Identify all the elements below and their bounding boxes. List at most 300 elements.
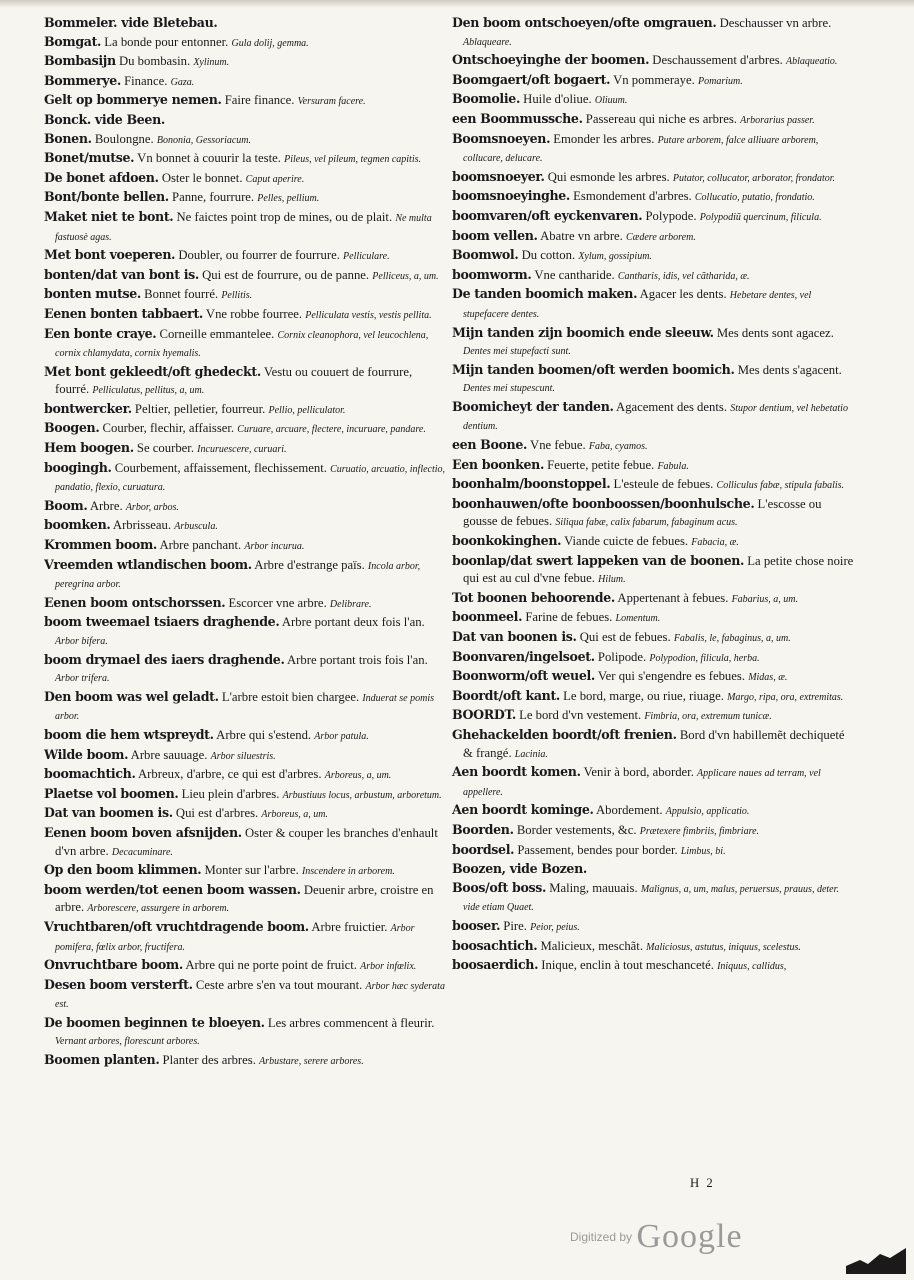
french-translation: Escorcer vne arbre. [228, 595, 327, 610]
dictionary-entry [452, 227, 854, 247]
dictionary-entry [44, 419, 446, 439]
headword: Tot boonen behoorende. [452, 589, 615, 605]
dictionary-entry [44, 169, 446, 189]
headword: Boordt/oft kant. [452, 687, 560, 703]
headword: Op den boom klimmen. [44, 862, 202, 878]
french-translation: Courbement, affaissement, flechissement. [114, 460, 327, 475]
french-translation: Emonder les arbres. [553, 131, 655, 146]
latin-equivalent: Xylinum. [193, 57, 230, 69]
dictionary-entry [452, 667, 854, 687]
dictionary-entry [44, 918, 446, 956]
headword: boom werden/tot eenen boom wassen. [44, 881, 301, 897]
latin-equivalent: Pellitis. [221, 290, 253, 302]
french-translation: La bonde pour entonner. [104, 34, 229, 49]
headword: De boomen beginnen te bloeyen. [44, 1014, 265, 1030]
french-translation: Arbrisseau. [112, 518, 172, 533]
headword: Desen boom versterft. [44, 976, 193, 992]
right-column [452, 14, 854, 976]
dictionary-entry [452, 51, 854, 71]
dictionary-entry [452, 860, 854, 879]
latin-equivalent: Putare arborem, falce alliuare arborem, collucare, delucare. [463, 134, 819, 165]
dictionary-entry [452, 324, 854, 361]
french-translation: Lieu plein d'arbres. [181, 786, 280, 801]
dictionary-entry [44, 1014, 446, 1051]
dictionary-entry [44, 111, 446, 130]
latin-equivalent: Bononia, Gessoriacum. [156, 134, 252, 146]
dictionary-entry [452, 110, 854, 130]
french-translation: Arbre panchant. [159, 538, 242, 553]
left-column [44, 14, 446, 1071]
latin-equivalent: Pelliculare. [343, 251, 390, 263]
dictionary-entry [44, 651, 446, 688]
dictionary-entry [44, 14, 446, 33]
latin-equivalent: Curuatio, arcuatio, inflectio, pandatio, flexio, curuatura. [55, 463, 446, 494]
french-translation: Arbre portant trois fois l'an. [286, 652, 428, 667]
headword: bonten/dat van bont is. [44, 266, 199, 282]
latin-equivalent: Lomentum. [615, 613, 661, 625]
latin-equivalent: Margo, ripa, ora, extremitas. [727, 691, 844, 703]
dictionary-entry [44, 130, 446, 150]
headword: bontwercker. [44, 400, 132, 416]
french-translation: Bord d'vn habillemẽt dechiqueté & frangé. [463, 727, 845, 760]
dictionary-entry [44, 459, 446, 497]
headword: Boom. [44, 497, 88, 513]
french-translation: Oster & couper les branches d'enhault d'vn arbre. [55, 825, 438, 858]
headword: Vreemden wtlandischen boom. [44, 556, 252, 572]
latin-equivalent: Ablaqueatio. [786, 56, 838, 68]
headword: Met bont gekleedt/oft ghedeckt. [44, 363, 261, 379]
dictionary-entry [44, 785, 446, 805]
latin-equivalent: Collucatio, putatio, frondatio. [694, 192, 815, 204]
latin-equivalent: Applicare naues ad terram, vel appellere. [463, 768, 821, 798]
headword: Ghehackelden boordt/oft frenien. [452, 726, 677, 742]
headword: Mijn tanden boomen/oft werden boomich. [452, 361, 735, 377]
headword: boomvaren/oft eyckenvaren. [452, 207, 643, 223]
dictionary-entry [44, 861, 446, 881]
french-translation: Oster le bonnet. [161, 170, 243, 185]
french-translation: Arbre fruictier. [311, 919, 388, 934]
latin-equivalent: Malignus, a, um, malus, peruersus, prauus, deter. vide etiam Quaet. [463, 883, 839, 914]
headword: Onvruchtbare boom. [44, 957, 183, 973]
dictionary-entry [44, 305, 446, 325]
headword: Boonvaren/ingelsoet. [452, 648, 595, 664]
latin-equivalent: Versuram facere. [297, 96, 366, 108]
headword: een Boommussche. [452, 110, 583, 126]
latin-equivalent: Dentes mei stupescunt. [463, 383, 555, 395]
headword: boonlap/dat swert lappeken van de boonen. [452, 552, 745, 568]
latin-equivalent: Vernant arbores, florescunt arbores. [55, 1036, 200, 1048]
french-translation: Viande cuicte de febues. [564, 534, 689, 549]
dictionary-entry [44, 52, 446, 72]
french-translation: Courber, flechir, affaisser. [102, 421, 235, 436]
latin-equivalent: Faba, cyamos. [588, 441, 648, 453]
latin-equivalent: Gula dolij, gemma. [231, 37, 309, 49]
headword: Aen boordt kominge. [452, 802, 594, 818]
latin-equivalent: Cantharis, idis, vel cãtharida, æ. [617, 270, 750, 282]
french-translation: Monter sur l'arbre. [204, 863, 299, 878]
latin-equivalent: Maliciosus, astutus, iniquus, scelestus. [646, 941, 801, 953]
dictionary-entry [452, 398, 854, 436]
headword: Hem boogen. [44, 440, 134, 456]
dictionary-entry [44, 804, 446, 824]
dictionary-entry [452, 937, 854, 957]
dictionary-entry [452, 821, 854, 841]
dictionary-entry [44, 33, 446, 53]
dictionary-entry [44, 765, 446, 785]
latin-equivalent: Polypodion, filicula, herba. [649, 652, 760, 664]
latin-equivalent: Pomarium. [698, 75, 743, 87]
dictionary-entry [452, 648, 854, 668]
dictionary-entry [44, 976, 446, 1014]
latin-equivalent: Arbustare, serere arbores. [259, 1056, 364, 1068]
headword: boonmeel. [452, 609, 523, 625]
french-translation: Ver qui s'engendre es febues. [597, 669, 746, 684]
latin-equivalent: Arborescere, assurgere in arborem. [87, 903, 230, 915]
french-translation: Corneille emmantelee. [159, 326, 275, 341]
latin-equivalent: Arbor, arbos. [125, 501, 179, 513]
dictionary-entry [44, 688, 446, 726]
latin-equivalent: Hilum. [598, 574, 626, 586]
french-translation: Arbre sauuage. [130, 747, 208, 762]
latin-equivalent: Arbor bifera. [55, 636, 108, 647]
french-translation: Abordement. [596, 803, 663, 818]
french-translation: Le bord, marge, ou riue, riuage. [563, 688, 724, 703]
headword: Bomgat. [44, 33, 102, 49]
french-translation: Polipode. [597, 649, 647, 664]
latin-equivalent: Ablaqueare. [463, 36, 512, 48]
french-translation: Inique, enclin à tout meschanceté. [541, 958, 714, 973]
french-translation: Agacement des dents. [616, 399, 728, 414]
french-translation: Bonnet fourré. [144, 287, 219, 302]
watermark-brand: Google [636, 1218, 743, 1255]
french-translation: Arbreux, d'arbre, ce qui est d'arbres. [138, 767, 322, 782]
latin-equivalent: Pelliculata vestis, vestis pellita. [305, 309, 432, 321]
french-translation: Vestu ou couuert de fourrure, fourré. [55, 364, 413, 397]
headword: Gelt op bommerye nemen. [44, 92, 222, 108]
latin-equivalent: Cædere arborem. [626, 231, 696, 243]
french-translation: Arbre qui ne porte point de fruict. [185, 958, 357, 973]
french-translation: Qui esmonde les arbres. [547, 169, 670, 184]
headword: Boogen. [44, 420, 100, 436]
french-translation: Qui est de fourrure, ou de panne. [202, 267, 370, 282]
french-translation: Vne cantharide. [534, 267, 615, 282]
dictionary-entry [452, 726, 854, 763]
latin-equivalent: Incuruescere, curuari. [197, 444, 287, 456]
headword: Boomsnoeyen. [452, 130, 551, 146]
headword: De bonet afdoen. [44, 169, 159, 185]
latin-equivalent: Appulsio, applicatio. [665, 806, 750, 818]
torn-corner-icon [846, 1244, 906, 1274]
headword: boomsnoeyer. [452, 168, 545, 184]
dictionary-entry [44, 400, 446, 420]
dictionary-entry [44, 613, 446, 650]
dictionary-entry [44, 497, 446, 517]
headword: Vruchtbaren/oft vruchtdragende boom. [44, 918, 309, 934]
dictionary-entry [452, 687, 854, 707]
headword: Dat van boomen is. [44, 805, 173, 821]
french-translation: Qui est d'arbres. [175, 806, 259, 821]
latin-equivalent: Midas, æ. [748, 672, 788, 684]
latin-equivalent: Arboreus, a, um. [261, 809, 328, 821]
french-translation: Vn bonnet à couurir la teste. [137, 151, 281, 166]
headword: boogingh. [44, 459, 112, 475]
dictionary-entry [44, 208, 446, 246]
french-translation: Du cotton. [521, 248, 576, 263]
french-translation: Doubler, ou fourrer de fourrure. [178, 248, 340, 263]
latin-equivalent: Arbor hæc syderata est. [55, 980, 445, 1011]
dictionary-entry [452, 71, 854, 91]
latin-equivalent: Gaza. [170, 76, 195, 88]
french-translation: Vne febue. [530, 438, 586, 453]
french-translation: La petite chose noire qui est au cul d'vne febue. [463, 553, 854, 586]
headword: Krommen boom. [44, 537, 157, 553]
french-translation: Planter des arbres. [162, 1053, 256, 1068]
dictionary-entry [452, 266, 854, 286]
headword: boom vellen. [452, 227, 538, 243]
french-translation: Pire. [503, 918, 527, 933]
headword: boom tweemael tsiaers draghende. [44, 614, 280, 630]
latin-equivalent: Stupor dentium, vel hebetatio dentium. [463, 402, 848, 433]
dictionary-entry [452, 90, 854, 110]
dictionary-entry [452, 532, 854, 552]
french-translation: Border vestements, &c. [516, 822, 637, 837]
dictionary-entry [452, 706, 854, 726]
headword: Bombasijn [44, 53, 116, 69]
dictionary-entry [452, 130, 854, 168]
french-translation: Passereau qui niche es arbres. [585, 111, 737, 126]
dictionary-entry [44, 881, 446, 918]
dictionary-entry [44, 149, 446, 169]
headword: Boomicheyt der tanden. [452, 398, 614, 414]
latin-equivalent: Pelles, pellium. [257, 193, 320, 205]
dictionary-entry [452, 187, 854, 207]
latin-equivalent: Pelliceus, a, um. [372, 270, 439, 282]
latin-equivalent: Ne multa fastuosè agas. [55, 212, 432, 243]
headword: Boos/oft boss. [452, 879, 547, 895]
dictionary-entry [452, 841, 854, 861]
headword: Bont/bonte bellen. [44, 189, 169, 205]
latin-equivalent: Arborarius passer. [740, 114, 815, 126]
french-translation: Arbre qui s'estend. [216, 727, 312, 742]
dictionary-entry [452, 436, 854, 456]
headword: Dat van boonen is. [452, 629, 577, 644]
dictionary-entry [44, 594, 446, 614]
headword: Eenen boom boven afsnijden. [44, 824, 242, 840]
dictionary-entry [452, 168, 854, 188]
french-translation: Arbre. [89, 498, 123, 513]
headword: Boomwol. [452, 247, 519, 263]
french-translation: Mes dents s'agacent. [737, 362, 842, 377]
french-translation: L'arbre estoit bien chargee. [221, 689, 360, 704]
french-translation: Se courber. [136, 441, 194, 456]
french-translation: Du bombasin. [118, 54, 191, 69]
latin-equivalent: Siliqua fabæ, calix fabarum, fabaginum acus. [555, 517, 738, 529]
french-translation: Feuerte, petite febue. [547, 457, 655, 472]
headword: boonhalm/boonstoppel. [452, 476, 611, 492]
french-translation: Deschaussement d'arbres. [652, 53, 783, 68]
headword: Bommerye. [44, 72, 121, 88]
latin-equivalent: Delibrare. [329, 598, 372, 610]
dictionary-entry [452, 608, 854, 628]
latin-equivalent: Caput aperire. [245, 173, 305, 185]
dictionary-entry [452, 589, 854, 609]
headword: Eenen bonten tabbaert. [44, 305, 203, 321]
dictionary-entry [44, 188, 446, 208]
latin-equivalent: Iniquus, callidus, [717, 961, 787, 973]
dictionary-entry [44, 72, 446, 92]
headword: Plaetse vol boomen. [44, 785, 179, 801]
watermark-prefix: Digitized by [570, 1230, 633, 1244]
latin-equivalent: Fabacia, æ. [691, 537, 739, 549]
french-translation: Faire finance. [224, 93, 295, 108]
headword: booser. [452, 917, 501, 933]
french-translation: Appertenant à febues. [617, 590, 729, 605]
french-translation: Abatre vn arbre. [540, 228, 623, 243]
latin-equivalent: Fabarius, a, um. [731, 593, 798, 605]
headword: Bonet/mutse. [44, 150, 135, 166]
french-translation: Malicieux, meschãt. [540, 938, 643, 953]
latin-equivalent: Arbor pomifera, fœlix arbor, fructifera. [55, 922, 415, 953]
french-translation: Agacer les dents. [639, 287, 727, 302]
dictionary-entry [44, 363, 446, 400]
headword: Bonck. vide Been. [44, 111, 165, 127]
dictionary-entry [44, 246, 446, 266]
latin-equivalent: Arbustiuus locus, arbustum, arboretum. [282, 789, 442, 801]
latin-equivalent: Pellio, pelliculator. [268, 404, 346, 416]
french-translation: Les arbres commencent à fleurir. [267, 1015, 435, 1030]
headword: Boozen, vide Bozen. [452, 861, 587, 877]
headword: Wilde boom. [44, 746, 129, 762]
latin-equivalent: Decacuminare. [111, 846, 173, 858]
french-translation: Vn pommeraye. [613, 72, 695, 87]
latin-equivalent: Induerat se pomis arbor. [55, 692, 435, 723]
dictionary-entry [44, 726, 446, 746]
headword: boomsnoeyinghe. [452, 188, 570, 204]
headword: Eenen boom ontschorssen. [44, 594, 226, 610]
dictionary-entry [452, 456, 854, 476]
french-translation: Polypode. [645, 208, 697, 223]
headword: Boorden. [452, 821, 514, 837]
headword: Den boom was wel geladt. [44, 688, 219, 704]
dictionary-entry [452, 285, 854, 323]
headword: Bonen. [44, 130, 92, 146]
latin-equivalent: Lacinia. [514, 748, 548, 760]
dictionary-entry [452, 763, 854, 801]
french-translation: Le bord d'vn vestement. [519, 708, 642, 723]
latin-equivalent: Fimbria, ora, extremum tunicæ. [644, 711, 772, 723]
french-translation: Finance. [124, 73, 168, 88]
french-translation: Ne faictes point trop de mines, ou de plait. [176, 209, 393, 224]
latin-equivalent: Pileus, vel pileum, tegmen capitis. [284, 154, 422, 166]
latin-equivalent: Dentes mei stupefacti sunt. [463, 346, 571, 358]
headword: boosaerdich. [452, 957, 539, 973]
dictionary-entry [44, 266, 446, 286]
dictionary-entry [452, 628, 854, 648]
dictionary-entry [44, 746, 446, 766]
latin-equivalent: Cornix cleanophora, vel leucochlena, cornix chlamydata, cornix hyemalis. [55, 329, 429, 360]
french-translation: L'esteule de febues. [613, 477, 714, 492]
french-translation: Deschausser vn arbre. [719, 16, 832, 30]
headword: een Boone. [452, 437, 528, 453]
headword: boordsel. [452, 841, 515, 857]
latin-equivalent: Xylum, gossipium. [578, 251, 652, 263]
headword: Mijn tanden zijn boomich ende sleeuw. [452, 324, 714, 340]
headword: Aen boordt komen. [452, 764, 581, 780]
latin-equivalent: Arbor patula. [314, 730, 369, 742]
latin-equivalent: Prætexere fimbriis, fimbriare. [639, 825, 760, 837]
headword: boom drymael des iaers draghende. [44, 651, 285, 667]
french-translation: Esmondement d'arbres. [573, 189, 692, 204]
french-translation: Venir à bord, aborder. [583, 765, 694, 780]
french-translation: Huile d'oliue. [523, 92, 592, 107]
french-translation: Arbre d'estrange païs. [254, 557, 365, 572]
dictionary-entry [44, 536, 446, 556]
french-translation: Qui est de febues. [579, 630, 671, 644]
dictionary-entry [44, 285, 446, 305]
latin-equivalent: Arbor trifera. [55, 673, 110, 685]
latin-equivalent: Curuare, arcuare, flectere, incuruare, pandare. [237, 424, 426, 436]
french-translation: Deuenir arbre, croistre en arbre. [55, 882, 434, 915]
french-translation: Boulongne. [94, 131, 154, 146]
dictionary-entry [452, 14, 854, 51]
dictionary-entry [452, 475, 854, 495]
latin-equivalent: Pelliculatus, pellitus, a, um. [92, 385, 205, 397]
headword: boonkokinghen. [452, 533, 562, 549]
dictionary-entry [452, 917, 854, 937]
latin-equivalent: Colliculus fabæ, stipula fabalis. [716, 480, 845, 492]
french-translation: Vne robbe fourree. [205, 306, 303, 321]
headword: Den boom ontschoeyen/ofte omgrauen. [452, 15, 717, 30]
dictionary-entry [44, 1051, 446, 1071]
latin-equivalent: Fabalis, le, fabaginus, a, um. [673, 633, 791, 644]
latin-equivalent: Inscendere in arborem. [301, 866, 395, 878]
dictionary-entry [452, 246, 854, 266]
french-translation: Mes dents sont agacez. [716, 325, 834, 340]
french-translation: Farine de febues. [525, 610, 613, 625]
headword: Een bonte craye. [44, 325, 157, 341]
latin-equivalent: Polypodiũ quercinum, filicula. [699, 211, 822, 223]
headword: boomken. [44, 517, 111, 533]
headword: boosachtich. [452, 937, 538, 953]
dictionary-entry [44, 325, 446, 363]
headword: boonhauwen/ofte boonboossen/boonhulsche. [452, 495, 755, 511]
dictionary-entry [44, 439, 446, 459]
latin-equivalent: Limbus, bi. [680, 845, 726, 857]
headword: BOORDT. [452, 707, 516, 723]
headword: Boomgaert/oft bogaert. [452, 71, 611, 87]
headword: boomworm. [452, 266, 532, 282]
headword: Bommeler. vide Bletebau. [44, 15, 218, 30]
french-translation: L'escosse ou gousse de febues. [463, 496, 822, 529]
latin-equivalent: Incola arbor, peregrina arbor. [55, 560, 421, 591]
latin-equivalent: Arbor siluestris. [210, 750, 276, 762]
french-translation: Peltier, pelletier, fourreur. [134, 401, 266, 416]
dictionary-entry [44, 516, 446, 536]
dictionary-entry [452, 552, 854, 589]
headword: Met bont voeperen. [44, 247, 176, 263]
headword: Ontschoeyinghe der boomen. [452, 52, 650, 68]
french-translation: Passement, bendes pour border. [517, 842, 678, 857]
latin-equivalent: Oliuum. [594, 95, 628, 107]
french-translation: Maling, mauuais. [549, 880, 638, 895]
dictionary-entry [44, 824, 446, 861]
dictionary-entry [44, 91, 446, 111]
dictionary-entry [452, 879, 854, 917]
digitized-by-watermark [570, 1218, 743, 1256]
dictionary-entry [452, 801, 854, 821]
french-translation: Arbre portant deux fois l'an. [281, 615, 425, 630]
latin-equivalent: Fabula. [657, 460, 689, 472]
